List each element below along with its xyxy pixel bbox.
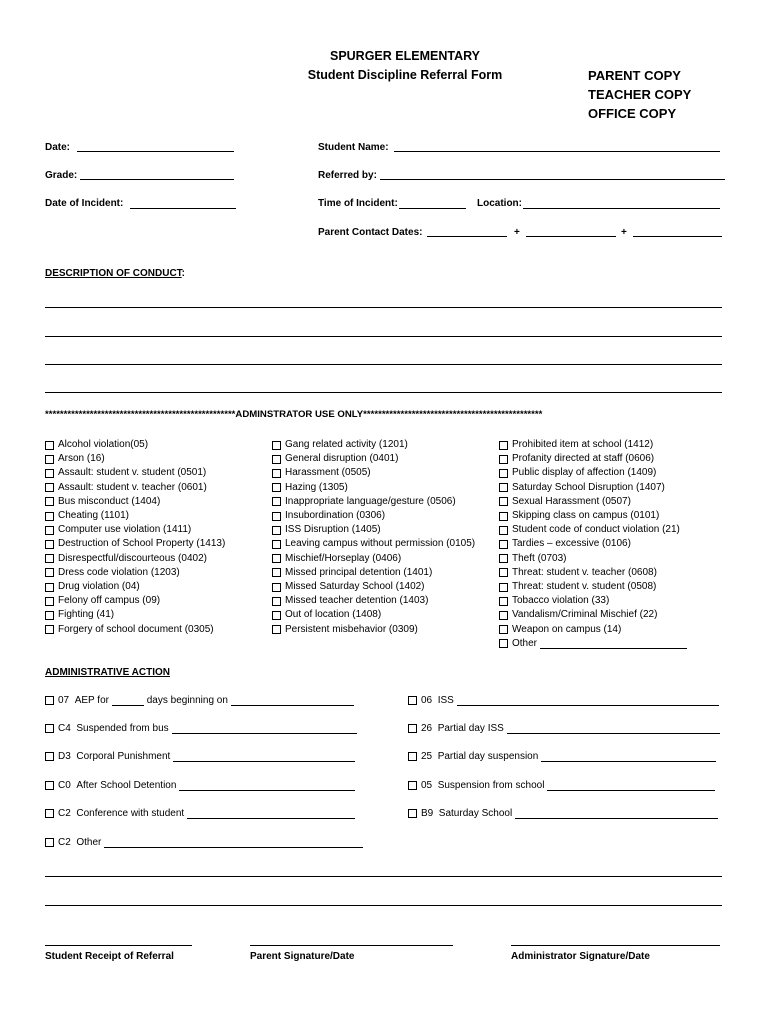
checkbox-icon[interactable] — [408, 724, 417, 733]
checkbox-icon[interactable] — [272, 568, 281, 577]
plus-sign-2: + — [621, 227, 627, 238]
violation-item[interactable]: Threat: student v. teacher (0608) — [499, 566, 687, 580]
action-field[interactable] — [173, 752, 355, 762]
violation-item[interactable]: Assault: student v. student (0501) — [45, 466, 225, 480]
admin-signature-label: Administrator Signature/Date — [511, 951, 650, 962]
checkbox-icon[interactable] — [272, 497, 281, 506]
checkbox-icon[interactable] — [272, 540, 281, 549]
checkbox-icon[interactable] — [499, 455, 508, 464]
violation-item[interactable]: Tardies – excessive (0106) — [499, 537, 687, 551]
checkbox-icon[interactable] — [272, 469, 281, 478]
parent-contact-date-3[interactable] — [633, 236, 722, 237]
parent-contact-date-1[interactable] — [427, 236, 507, 237]
checkbox-icon[interactable] — [272, 483, 281, 492]
violation-item[interactable]: Prohibited item at school (1412) — [499, 438, 687, 452]
checkbox-icon[interactable] — [45, 597, 54, 606]
checkbox-icon[interactable] — [272, 526, 281, 535]
other-violation-field[interactable] — [540, 639, 687, 649]
violation-item[interactable]: Alcohol violation(05) — [45, 438, 225, 452]
description-colon: : — [181, 268, 186, 279]
time-of-incident-label: Time of Incident: — [318, 198, 398, 209]
violation-item[interactable]: ISS Disruption (1405) — [272, 523, 475, 537]
action-c2-conference[interactable]: C2 Conference with student — [45, 808, 355, 819]
action-field[interactable] — [547, 781, 715, 791]
checkbox-icon[interactable] — [272, 625, 281, 634]
violation-item[interactable]: Insubordination (0306) — [272, 509, 475, 523]
action-field[interactable] — [457, 696, 719, 706]
violation-item[interactable]: Public display of affection (1409) — [499, 466, 687, 480]
checkbox-icon[interactable] — [499, 540, 508, 549]
checkbox-icon[interactable] — [272, 597, 281, 606]
checkbox-icon[interactable] — [272, 441, 281, 450]
checkbox-icon[interactable] — [499, 512, 508, 521]
description-line-4[interactable] — [45, 392, 722, 393]
grade-label: Grade: — [45, 170, 78, 181]
checkbox-icon[interactable] — [408, 752, 417, 761]
violation-item[interactable]: Hazing (1305) — [272, 481, 475, 495]
violation-item[interactable]: Missed Saturday School (1402) — [272, 580, 475, 594]
notes-line-1[interactable] — [45, 876, 722, 877]
action-26[interactable]: 26 Partial day ISS — [408, 723, 720, 734]
violation-item[interactable]: Mischief/Horseplay (0406) — [272, 552, 475, 566]
aep-date-field[interactable] — [231, 696, 354, 706]
action-field[interactable] — [104, 838, 363, 848]
checkbox-icon[interactable] — [45, 752, 54, 761]
checkbox-icon[interactable] — [45, 554, 54, 563]
location-field[interactable] — [523, 208, 720, 209]
student-signature-line[interactable] — [45, 945, 192, 946]
action-field[interactable] — [179, 781, 355, 791]
admin-action-heading: ADMINISTRATIVE ACTION — [45, 667, 170, 678]
action-d3[interactable]: D3 Corporal Punishment — [45, 751, 355, 762]
violation-item[interactable]: Missed principal detention (1401) — [272, 566, 475, 580]
violation-item[interactable]: Missed teacher detention (1403) — [272, 594, 475, 608]
violation-item[interactable]: Gang related activity (1201) — [272, 438, 475, 452]
violation-item[interactable]: Forgery of school document (0305) — [45, 623, 225, 637]
checkbox-icon[interactable] — [499, 597, 508, 606]
violation-item[interactable]: Leaving campus without permission (0105) — [272, 537, 475, 551]
checkbox-icon[interactable] — [499, 497, 508, 506]
action-field[interactable] — [507, 724, 720, 734]
action-07[interactable]: 07 AEP for days beginning on — [45, 695, 354, 706]
checkbox-icon[interactable] — [272, 611, 281, 620]
checkbox-icon[interactable] — [45, 809, 54, 818]
checkbox-icon[interactable] — [499, 639, 508, 648]
location-label: Location: — [477, 198, 522, 209]
checkbox-icon[interactable] — [45, 724, 54, 733]
checkbox-icon[interactable] — [272, 583, 281, 592]
action-c0[interactable]: C0 After School Detention — [45, 780, 355, 791]
date-label: Date: — [45, 142, 71, 153]
violation-item[interactable]: Threat: student v. student (0508) — [499, 580, 687, 594]
checkbox-icon[interactable] — [45, 568, 54, 577]
checkbox-icon[interactable] — [45, 781, 54, 790]
copy-list — [588, 66, 691, 123]
action-field[interactable] — [187, 809, 355, 819]
checkbox-icon[interactable] — [499, 554, 508, 563]
action-field[interactable] — [541, 752, 716, 762]
violation-item-other[interactable]: Other — [499, 637, 687, 651]
checkbox-icon[interactable] — [45, 540, 54, 549]
plus-sign-1: + — [514, 227, 520, 238]
checkbox-icon[interactable] — [499, 611, 508, 620]
violation-item[interactable]: Out of location (1408) — [272, 608, 475, 622]
description-heading-text: DESCRIPTION OF CONDUCT — [45, 268, 182, 279]
checkbox-icon[interactable] — [45, 526, 54, 535]
referred-by-label: Referred by: — [318, 170, 377, 181]
action-field[interactable] — [515, 809, 718, 819]
violation-item[interactable]: Harassment (0505) — [272, 466, 475, 480]
description-line-3[interactable] — [45, 364, 722, 365]
checkbox-icon[interactable] — [499, 583, 508, 592]
checkbox-icon[interactable] — [408, 696, 417, 705]
checkbox-icon[interactable] — [45, 469, 54, 478]
violation-item[interactable]: Tobacco violation (33) — [499, 594, 687, 608]
violation-item[interactable]: Cheating (1101) — [45, 509, 225, 523]
violation-item[interactable]: Profanity directed at staff (0606) — [499, 452, 687, 466]
parent-signature-label: Parent Signature/Date — [250, 951, 355, 962]
violation-item[interactable]: General disruption (0401) — [272, 452, 475, 466]
checkbox-icon[interactable] — [408, 809, 417, 818]
parent-contact-date-2[interactable] — [526, 236, 616, 237]
violation-item[interactable]: Weapon on campus (14) — [499, 623, 687, 637]
parent-signature-line[interactable] — [250, 945, 453, 946]
form-title: Student Discipline Referral Form — [307, 68, 503, 82]
copy-teacher: TEACHER COPY — [588, 87, 692, 102]
aep-days-field[interactable] — [112, 696, 144, 706]
violation-item[interactable]: Persistent misbehavior (0309) — [272, 623, 475, 637]
student-name-label: Student Name: — [318, 142, 389, 153]
description-line-2[interactable] — [45, 336, 722, 337]
action-25[interactable]: 25 Partial day suspension — [408, 751, 716, 762]
checkbox-icon[interactable] — [499, 625, 508, 634]
violation-item[interactable]: Bus misconduct (1404) — [45, 495, 225, 509]
checkbox-icon[interactable] — [272, 455, 281, 464]
violations-col-2 — [272, 438, 475, 637]
violation-item[interactable]: Disrespectful/discourteous (0402) — [45, 552, 225, 566]
admin-signature-line[interactable] — [511, 945, 720, 946]
action-05[interactable]: 05 Suspension from school — [408, 780, 715, 791]
time-of-incident-field[interactable] — [399, 208, 466, 209]
checkbox-icon[interactable] — [272, 554, 281, 563]
violation-item[interactable]: Assault: student v. teacher (0601) — [45, 481, 225, 495]
copy-office: OFFICE COPY — [588, 106, 677, 121]
violation-item[interactable]: Theft (0703) — [499, 552, 687, 566]
date-of-incident-field[interactable] — [130, 208, 236, 209]
checkbox-icon[interactable] — [499, 483, 508, 492]
checkbox-icon[interactable] — [45, 696, 54, 705]
violation-item[interactable]: Sexual Harassment (0507) — [499, 495, 687, 509]
violations-col-3 — [499, 438, 687, 651]
student-signature-label: Student Receipt of Referral — [45, 951, 174, 962]
violation-item[interactable]: Felony off campus (09) — [45, 594, 225, 608]
checkbox-icon[interactable] — [499, 441, 508, 450]
admin-use-banner: ***************************************************ADMINSTRATOR USE ONLY************************************************ — [45, 409, 543, 420]
action-c4[interactable]: C4 Suspended from bus — [45, 723, 357, 734]
violation-item[interactable]: Skipping class on campus (0101) — [499, 509, 687, 523]
checkbox-icon[interactable] — [499, 526, 508, 535]
violation-item[interactable]: Student code of conduct violation (21) — [499, 523, 687, 537]
violation-item[interactable]: Dress code violation (1203) — [45, 566, 225, 580]
checkbox-icon[interactable] — [408, 781, 417, 790]
checkbox-icon[interactable] — [272, 512, 281, 521]
grade-field[interactable] — [80, 179, 234, 180]
checkbox-icon[interactable] — [45, 441, 54, 450]
date-of-incident-label: Date of Incident: — [45, 198, 124, 209]
checkbox-icon[interactable] — [499, 568, 508, 577]
violation-item[interactable]: Inappropriate language/gesture (0506) — [272, 495, 475, 509]
violation-item[interactable]: Arson (16) — [45, 452, 225, 466]
action-field[interactable] — [172, 724, 357, 734]
description-line-1[interactable] — [45, 307, 722, 308]
notes-line-2[interactable] — [45, 905, 722, 906]
action-c2-other[interactable]: C2 Other — [45, 837, 363, 848]
checkbox-icon[interactable] — [499, 469, 508, 478]
checkbox-icon[interactable] — [45, 455, 54, 464]
description-heading — [45, 268, 185, 279]
checkbox-icon[interactable] — [45, 497, 54, 506]
copy-parent: PARENT COPY — [588, 68, 681, 83]
violation-item[interactable]: Drug violation (04) — [45, 580, 225, 594]
checkbox-icon[interactable] — [45, 583, 54, 592]
violation-item[interactable]: Fighting (41) — [45, 608, 225, 622]
date-field[interactable] — [77, 151, 234, 152]
action-b9[interactable]: B9 Saturday School — [408, 808, 718, 819]
violation-item[interactable]: Vandalism/Criminal Mischief (22) — [499, 608, 687, 622]
school-name: SPURGER ELEMENTARY — [329, 49, 480, 63]
checkbox-icon[interactable] — [45, 483, 54, 492]
checkbox-icon[interactable] — [45, 512, 54, 521]
parent-contact-label: Parent Contact Dates: — [318, 227, 423, 238]
checkbox-icon[interactable] — [45, 625, 54, 634]
violation-item[interactable]: Saturday School Disruption (1407) — [499, 481, 687, 495]
checkbox-icon[interactable] — [45, 838, 54, 847]
violations-col-1 — [45, 438, 225, 637]
checkbox-icon[interactable] — [45, 611, 54, 620]
action-06[interactable]: 06 ISS — [408, 695, 719, 706]
student-name-field[interactable] — [394, 151, 720, 152]
referred-by-field[interactable] — [380, 179, 725, 180]
violation-item[interactable]: Computer use violation (1411) — [45, 523, 225, 537]
violation-item[interactable]: Destruction of School Property (1413) — [45, 537, 225, 551]
